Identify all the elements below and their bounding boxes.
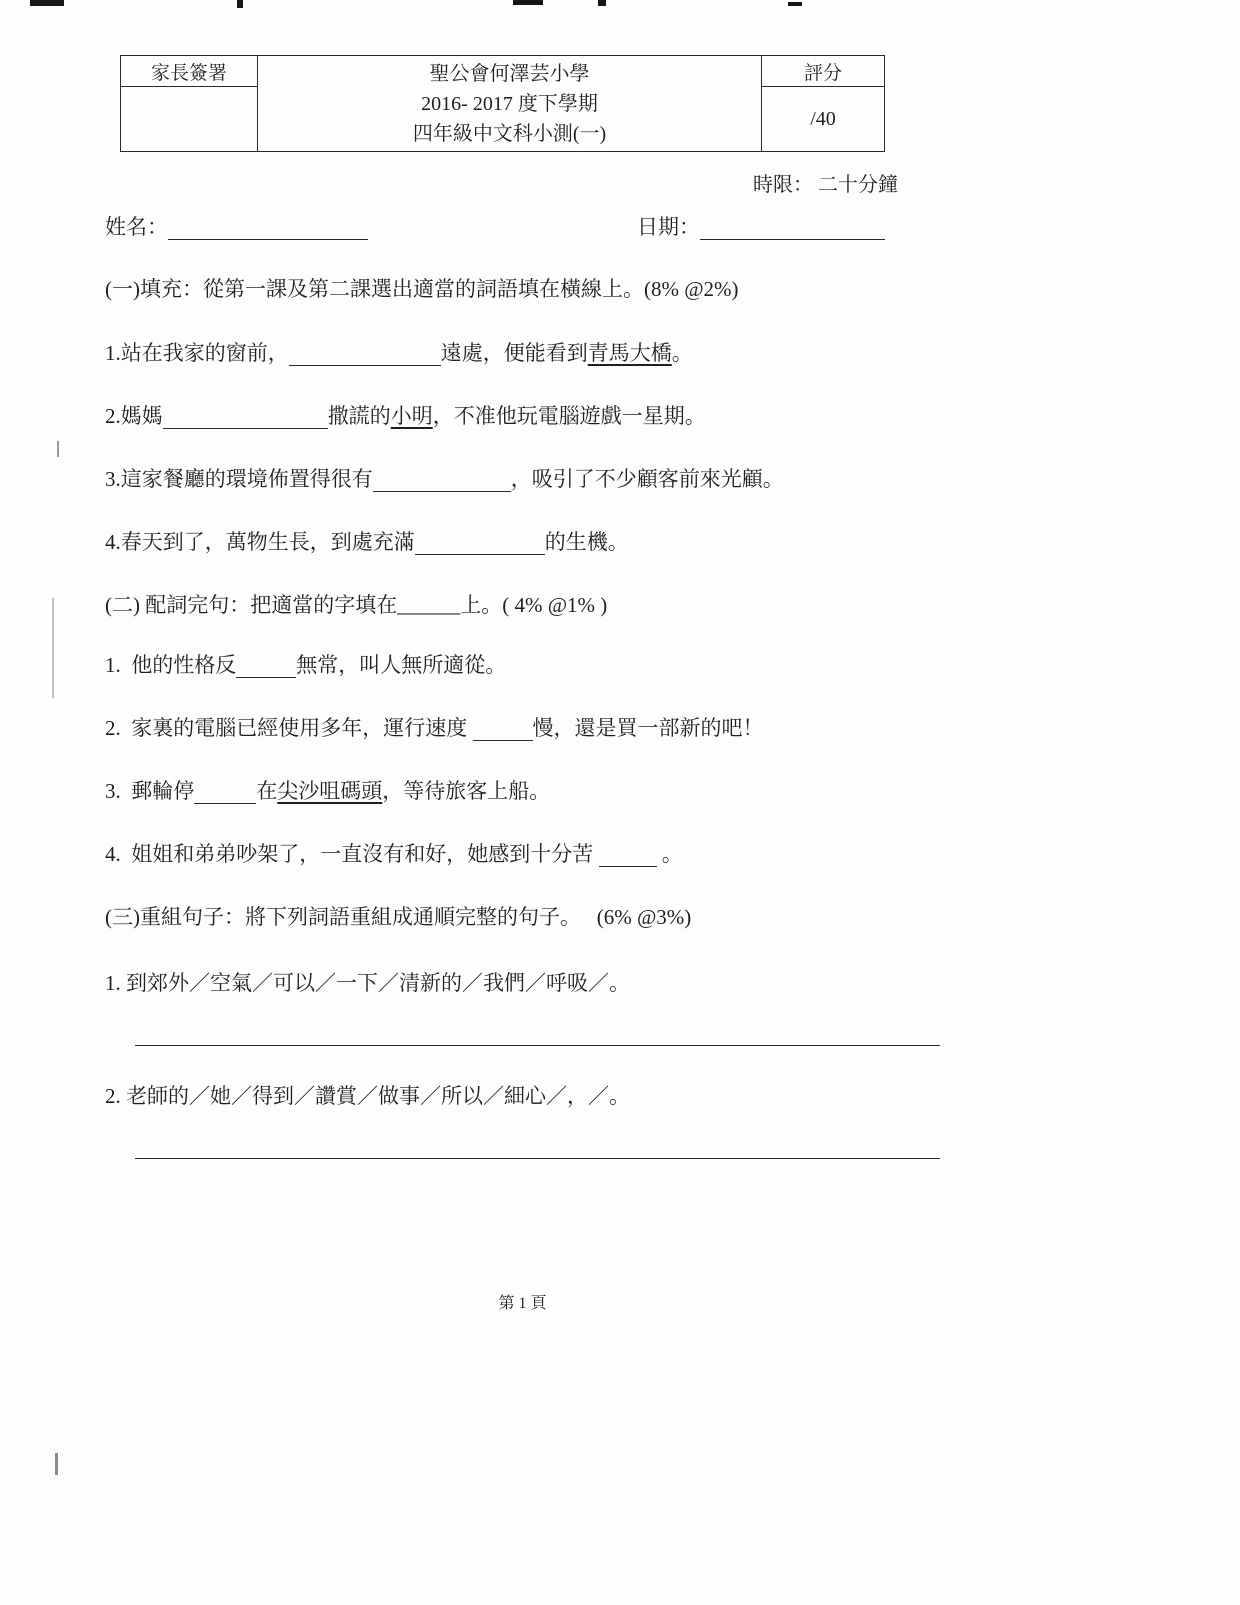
- sections: [105, 277, 940, 1159]
- underlined-word: 青馬大橋: [587, 341, 672, 365]
- question-text: 2. 家裏的電腦已經使用多年，運行速度: [105, 716, 473, 740]
- question-line: [105, 530, 940, 555]
- section: [105, 277, 940, 555]
- page-content: [105, 55, 940, 1313]
- section-title: (二) 配詞完句：把適當的字填在______上。( 4% @1% ): [105, 593, 608, 617]
- scan-artifact: [57, 441, 59, 457]
- question-text: 無常，叫人無所適從。: [296, 653, 507, 677]
- question-text: ，等待旅客上船。: [382, 779, 551, 803]
- blank-line: [599, 853, 657, 867]
- name-blank-line: [168, 226, 368, 240]
- test-title: 四年級中文科小測(一): [412, 123, 607, 145]
- question-text: 撒謊的: [327, 404, 391, 428]
- term-line: 2016- 2017 度下學期: [421, 93, 598, 115]
- question-line: [105, 404, 940, 429]
- question-text: 4.春天到了，萬物生長，到處充滿: [105, 530, 415, 554]
- question-text: 3.這家餐廳的環境佈置得很有: [105, 467, 373, 491]
- question-text: 的生機。: [544, 530, 629, 554]
- answer-line: [135, 1045, 940, 1046]
- score-cell: [761, 56, 884, 151]
- question-text: 。: [671, 341, 693, 365]
- question-text: 1. 到郊外／空氣／可以／一下／清新的／我們／呼吸／。: [105, 971, 630, 995]
- score-label: 評分: [762, 56, 884, 87]
- section-title: (一)填充：從第一課及第二課選出適當的詞語填在橫線上。(8% @2%): [105, 277, 739, 301]
- date-field: [637, 211, 885, 241]
- question-text: 在: [256, 779, 278, 803]
- question-text: 1.站在我家的窗前，: [105, 341, 289, 365]
- question-text: 2. 老師的／她／得到／讚賞／做事／所以／細心／，／。: [105, 1084, 630, 1108]
- question-text: ，吸引了不少顧客前來光顧。: [510, 467, 784, 491]
- name-date-row: [105, 211, 940, 241]
- question-text: 2.媽媽: [105, 404, 163, 428]
- parent-signature-cell: [121, 56, 258, 151]
- title-cell: [258, 56, 761, 151]
- scan-artifact: [237, 0, 243, 8]
- underlined-word: 尖沙咀碼頭: [277, 779, 383, 803]
- question-text: 。: [656, 842, 683, 866]
- question-text: 4. 姐姐和弟弟吵架了，一直沒有和好，她感到十分苦: [105, 842, 599, 866]
- scan-artifact: [788, 2, 802, 6]
- question-text: 慢，還是買一部新的吧！: [532, 716, 764, 740]
- score-value: /40: [810, 107, 836, 130]
- question-line: [105, 1084, 940, 1108]
- blank-line: [415, 541, 545, 555]
- question-line: [105, 341, 940, 366]
- question-text: 1. 他的性格反: [105, 653, 237, 677]
- page-number: 第 1 頁: [498, 1295, 547, 1312]
- scan-artifact: [52, 598, 54, 698]
- header-table: [120, 55, 885, 152]
- section: [105, 905, 940, 1159]
- question-line: [105, 467, 940, 492]
- parent-signature-label: 家長簽署: [121, 56, 257, 87]
- time-limit: 時限： 二十分鐘: [753, 174, 898, 196]
- blank-line: [473, 727, 533, 741]
- blank-line: [289, 352, 441, 366]
- blank-line: [373, 478, 511, 492]
- blank-line: [194, 790, 256, 804]
- question-text: 3. 郵輪停: [105, 779, 195, 803]
- blank-line: [163, 415, 328, 429]
- question-line: [105, 842, 940, 867]
- scan-artifact: [513, 0, 543, 5]
- question-line: [105, 653, 940, 678]
- question-line: [105, 779, 940, 804]
- blank-line: [236, 664, 296, 678]
- question-text: 遠處，便能看到: [440, 341, 588, 365]
- date-blank-line: [700, 226, 885, 240]
- scan-artifact: [598, 0, 606, 6]
- section-title: (三)重組句子：將下列詞語重組成通順完整的句子。 (6% @3%): [105, 905, 692, 929]
- question-line: [105, 971, 940, 995]
- answer-line: [135, 1158, 940, 1159]
- question-line: [105, 716, 940, 741]
- school-name: 聖公會何澤芸小學: [429, 63, 590, 85]
- name-field: [105, 211, 368, 241]
- underlined-word: 小明: [390, 404, 433, 428]
- name-label: 姓名：: [105, 215, 168, 239]
- question-text: ，不准他玩電腦遊戲一星期。: [432, 404, 706, 428]
- scan-artifact: [55, 1453, 58, 1475]
- scan-artifact: [30, 0, 64, 6]
- date-label: 日期：: [637, 215, 700, 239]
- section: [105, 593, 940, 867]
